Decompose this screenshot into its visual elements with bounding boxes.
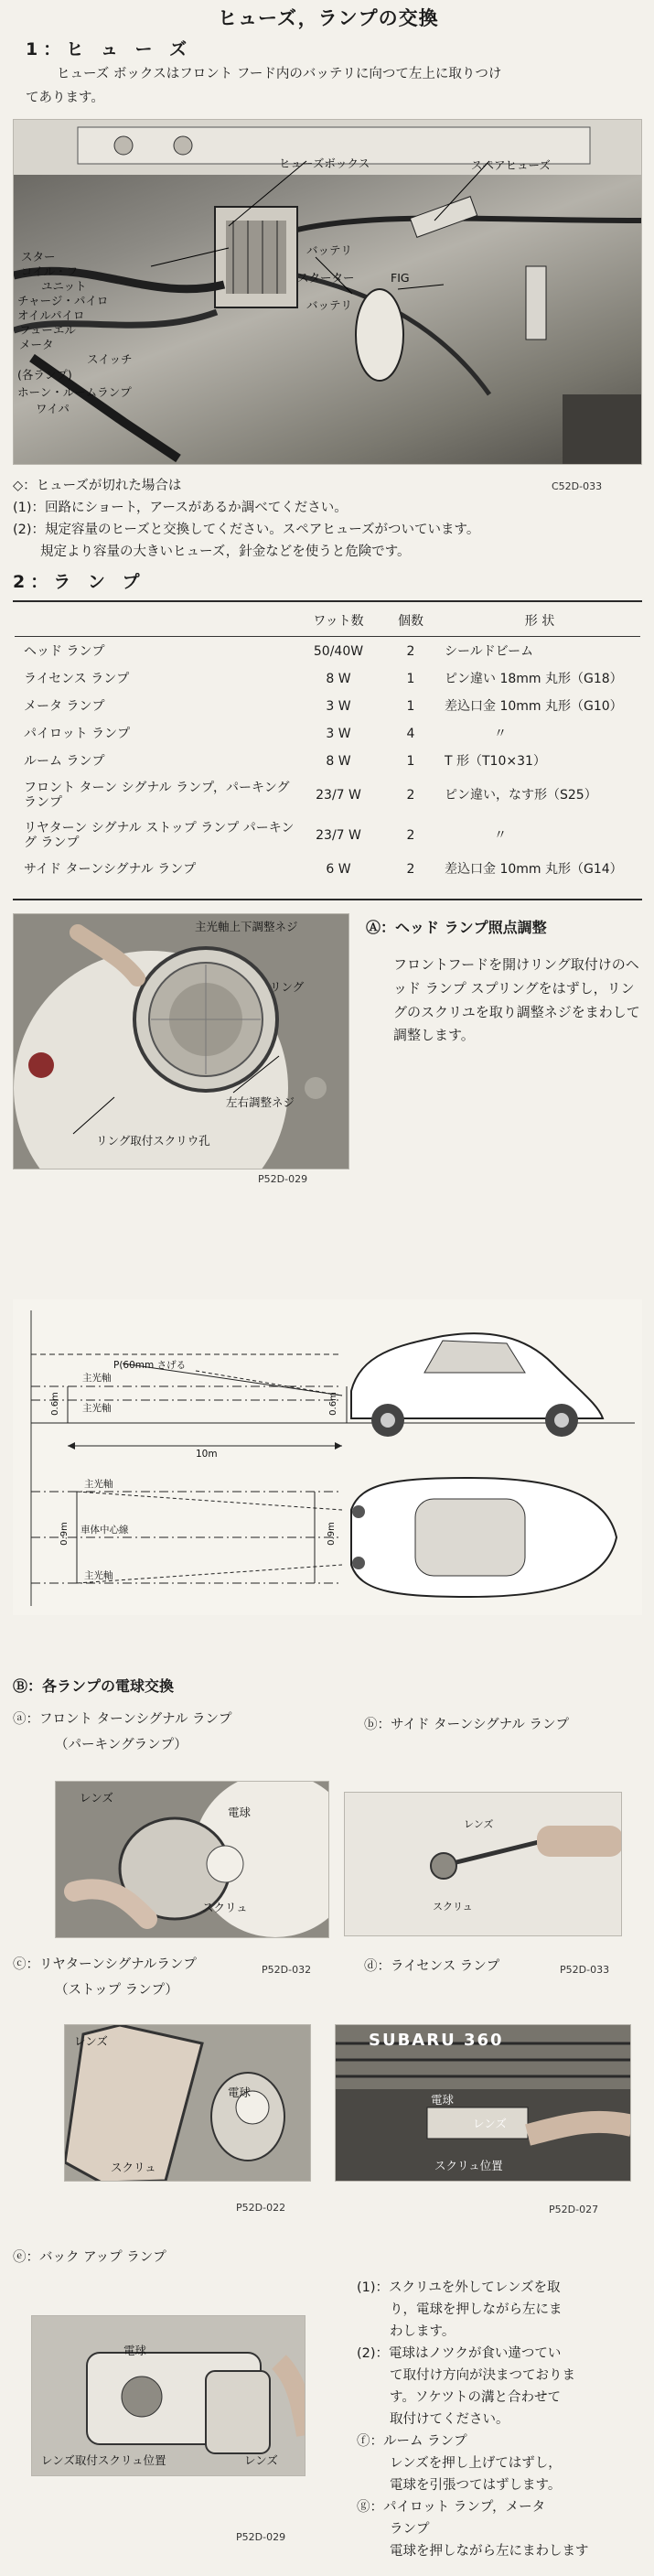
label-d-lens: レンズ: [473, 2117, 507, 2130]
aim-diagram: [13, 1299, 642, 1615]
table-row: [15, 814, 640, 854]
engine-bay-photo: [13, 119, 642, 465]
lamp-name: ライセンス ランプ: [24, 671, 130, 686]
bulb-d-title: ⓓ：ライセンス ランプ: [364, 1959, 500, 1974]
license-lamp-photo: [335, 2024, 631, 2182]
lamp-shape: 差込口金 10mm 丸形（G10）: [445, 698, 623, 714]
label-battery: バッテリ: [306, 243, 353, 257]
lamp-count: 4: [406, 727, 415, 741]
lamp-shape: 差込口金 10mm 丸形（G14）: [445, 861, 623, 877]
step-line: り，電球を押しながら左にま: [390, 2302, 563, 2317]
table-row: [15, 746, 640, 773]
label-fuse-box: ヒューズボックス: [279, 156, 370, 170]
bulb-e-caption: P52D-029: [236, 2531, 286, 2543]
step-line: ⓖ：パイロット ランプ，メータ: [357, 2500, 546, 2515]
lamp-shape: 〃: [494, 827, 507, 843]
bulb-c-title-1: ⓒ：リヤターンシグナルランプ: [13, 1957, 197, 1972]
diagram-label-w-right: 0.9m: [326, 1522, 337, 1546]
bulb-e-title: ⓔ：バック アップ ランプ: [13, 2250, 166, 2265]
label-a-lens: レンズ: [80, 1791, 113, 1805]
side-turn-lamp-photo: [344, 1792, 622, 1936]
lamp-name: メータ ランプ: [24, 698, 105, 714]
lamp-watt: 8 W: [326, 754, 351, 769]
step-line: レンズを押し上げてはずし，: [390, 2456, 562, 2471]
bulb-a-title-2: （パーキングランプ）: [55, 1738, 188, 1752]
lamp-count: 1: [406, 672, 415, 686]
lamp-watt: 23/7 W: [316, 788, 361, 803]
lamp-watt: 3 W: [326, 699, 351, 714]
step-line: 取付けてください。: [390, 2412, 509, 2427]
label-c-lens: レンズ: [74, 2034, 108, 2048]
lamp-shape: シールドビーム: [445, 644, 534, 660]
lamp-count: 2: [406, 788, 415, 803]
step-line: す。ソケツトの溝と合わせて: [390, 2390, 562, 2405]
lamp-shape: T 形（T10×31）: [445, 753, 546, 769]
col-shape: 形 状: [439, 606, 640, 636]
lamp-name: ヘッド ランプ: [24, 644, 105, 660]
table-row: [15, 854, 640, 881]
table-bottom-rule: [13, 899, 642, 900]
label-e-screw: レンズ取付スクリュ位置: [41, 2453, 166, 2467]
lamp-name: フロント ターン シグナル ランプ，パーキング ランプ: [24, 780, 290, 810]
col-count: 個数: [382, 606, 439, 636]
lamp-count: 2: [406, 862, 415, 877]
lamp-count: 1: [406, 754, 415, 769]
backup-lamp-drawing: [32, 2316, 306, 2476]
label-coil: コイル・フ: [21, 264, 79, 278]
lamp-name: ルーム ランプ: [24, 753, 105, 769]
bulb-b-title: ⓑ：サイド ターンシグナル ランプ: [364, 1718, 570, 1732]
label-ring-screw-hole: リング取付スクリウ孔: [96, 1134, 210, 1148]
label-charge-pilot: チャージ・パイロ: [17, 294, 109, 307]
lamp-name: パイロット ランプ: [24, 726, 131, 741]
lamp-count: 1: [406, 699, 415, 714]
label-e-bulb: 電球: [123, 2344, 147, 2357]
bulb-c-caption: P52D-022: [236, 2202, 286, 2214]
fuse-heading: 1：ヒ ュ ー ズ: [26, 39, 193, 59]
page-title: ヒューズ，ランプの交換: [218, 7, 439, 29]
table-row: [15, 718, 640, 746]
col-name: [15, 606, 295, 636]
diagram-label-axis1: 主光軸: [82, 1373, 112, 1384]
bulb-d-caption-top: P52D-033: [560, 1964, 610, 1976]
lamp-shape: 〃: [494, 726, 507, 741]
lamp-name: サイド ターンシグナル ランプ: [24, 861, 197, 877]
lamp-watt: 3 W: [326, 727, 351, 741]
label-vertical-screw: 主光軸上下調整ネジ: [195, 920, 298, 933]
label-c-screw: スクリュ: [111, 2161, 156, 2174]
table-row: [15, 691, 640, 718]
diagram-label-axis3: 主光軸: [84, 1479, 113, 1490]
headlamp-photo: [13, 913, 349, 1169]
label-starter: スター: [21, 250, 56, 264]
headlamp-adjust-heading: Ⓐ：ヘッド ランプ照点調整: [366, 919, 547, 936]
front-turn-lamp-drawing: [56, 1782, 329, 1938]
bulb-a-title-1: ⓐ：フロント ターンシグナル ランプ: [13, 1712, 232, 1727]
headlamp-adjust-text: フロントフードを開けリング取付けのヘッド ランプ スプリングをはずし，リングのスクリユを取り調整ネジをまわして調整します。: [393, 956, 640, 1044]
fuse-note-2: (2)：規定容量のヒーズと交換してください。スペアヒューズがついています。: [13, 523, 480, 537]
lamp-watt: 8 W: [326, 672, 351, 686]
lamp-heading: 2：ラ ン プ: [13, 572, 145, 592]
table-header-row: [15, 606, 640, 636]
label-battery-2: バッテリ: [306, 298, 353, 312]
side-turn-lamp-drawing: [345, 1793, 622, 1936]
label-wiper: ワイパ: [36, 402, 70, 415]
label-each-lamp: (各ランプ): [17, 368, 72, 382]
label-d-screw: スクリュ位置: [434, 2159, 503, 2172]
bulb-d-caption: P52D-027: [549, 2204, 599, 2215]
headlamp-drawing: [14, 914, 349, 1169]
diagram-label-axis4: 主光軸: [84, 1570, 113, 1581]
step-line: ランプ: [390, 2522, 430, 2537]
table-top-rule: [13, 600, 642, 602]
step-line: わします。: [390, 2324, 456, 2339]
fuse-note-3: 規定より容量の大きいヒューズ，針金などを使うと危険です。: [40, 544, 411, 559]
rear-turn-lamp-photo: [64, 2024, 311, 2182]
step-line: 電球を引張つてはずします。: [390, 2478, 562, 2493]
bulb-c-caption-top: P52D-032: [262, 1964, 312, 1976]
label-a-bulb: 電球: [228, 1805, 252, 1819]
label-light-switch: スイッチ: [87, 352, 133, 366]
fuse-notes-title: ◇：ヒューズが切れた場合は: [13, 479, 182, 493]
bulb-steps: [357, 2277, 648, 2562]
label-spare-fuse: スペアヒューズ: [471, 158, 551, 172]
label-horn-room: ホーン・ルームランプ: [17, 385, 132, 399]
lamp-count: 2: [406, 644, 415, 660]
label-d-plate: SUBARU 360: [369, 2031, 504, 2050]
bulb-c-title-2: （ストップ ランプ）: [55, 1983, 178, 1998]
label-oil-pilot: オイルパイロ: [17, 308, 85, 322]
label-e-lens: レンズ: [244, 2453, 278, 2467]
label-ring: リング: [270, 980, 305, 994]
diagram-label-axis2: 主光軸: [82, 1403, 112, 1414]
lamp-name: リヤターン シグナル ストップ ランプ パーキング ランプ: [24, 820, 295, 850]
label-fuel: フューエル: [19, 323, 76, 337]
rear-turn-lamp-drawing: [65, 2025, 311, 2182]
label-meter: メータ: [19, 338, 54, 351]
diagram-label-distance: 10m: [196, 1449, 218, 1460]
lamp-shape: ピン違い 18mm 丸形（G18）: [445, 671, 623, 686]
table-row: [15, 636, 640, 663]
aim-diagram-drawing: [13, 1299, 642, 1615]
label-b-lens: レンズ: [464, 1818, 494, 1830]
lamp-watt: 50/40W: [313, 644, 364, 660]
label-b-screw: スクリュ: [433, 1901, 473, 1913]
table-row: [15, 773, 640, 814]
front-turn-lamp-photo: [55, 1781, 329, 1938]
step-line: 電球を押しながら左にまわします: [390, 2544, 589, 2559]
engine-photo-caption: C52D-033: [552, 480, 603, 492]
label-fig: FIG: [391, 271, 410, 285]
fuse-intro-line2: てあります。: [26, 91, 104, 105]
diagram-label-center: 車体中心線: [80, 1525, 129, 1536]
diagram-label-h-right: 0.6m: [327, 1392, 338, 1416]
col-watt: ワット数: [295, 606, 382, 636]
headlamp-photo-caption: P52D-029: [258, 1173, 308, 1185]
fuse-note-1: (1)：回路にショート，アースがあるか調べてください。: [13, 501, 348, 515]
lamp-watt: 23/7 W: [316, 828, 361, 843]
backup-lamp-photo: [31, 2315, 306, 2476]
table-row: [15, 663, 640, 691]
lamp-shape: ピン違い，なす形（S25）: [445, 787, 597, 803]
step-line: (2)：電球はノツクが食い違つてい: [357, 2346, 562, 2361]
step-line: て取付け方向が決まつておりま: [390, 2368, 575, 2383]
label-a-screw: スクリュ: [202, 1901, 248, 1914]
label-starter-right: スターター: [297, 271, 355, 285]
lamp-watt: 6 W: [326, 862, 351, 877]
lamp-spec-table: [15, 606, 640, 881]
diagram-label-w-left: 0.9m: [59, 1522, 70, 1546]
lamp-count: 2: [406, 828, 415, 843]
label-c-bulb: 電球: [228, 2086, 252, 2099]
diagram-label-h-left: 0.6m: [49, 1392, 60, 1416]
step-line: ⓕ：ルーム ランプ: [357, 2434, 467, 2449]
label-d-bulb: 電球: [431, 2093, 455, 2107]
label-horizontal-screw: 左右調整ネジ: [226, 1095, 295, 1109]
bulb-heading: Ⓑ：各ランプの電球交換: [13, 1677, 175, 1695]
fuse-intro-line1: ヒューズ ボックスはフロント フード内のバッテリに向つて左上に取りつけ: [57, 67, 502, 81]
label-unit: ユニット: [41, 279, 87, 293]
diagram-label-p: P(60mm さげる: [113, 1360, 187, 1371]
step-line: (1)：スクリユを外してレンズを取: [357, 2280, 561, 2295]
